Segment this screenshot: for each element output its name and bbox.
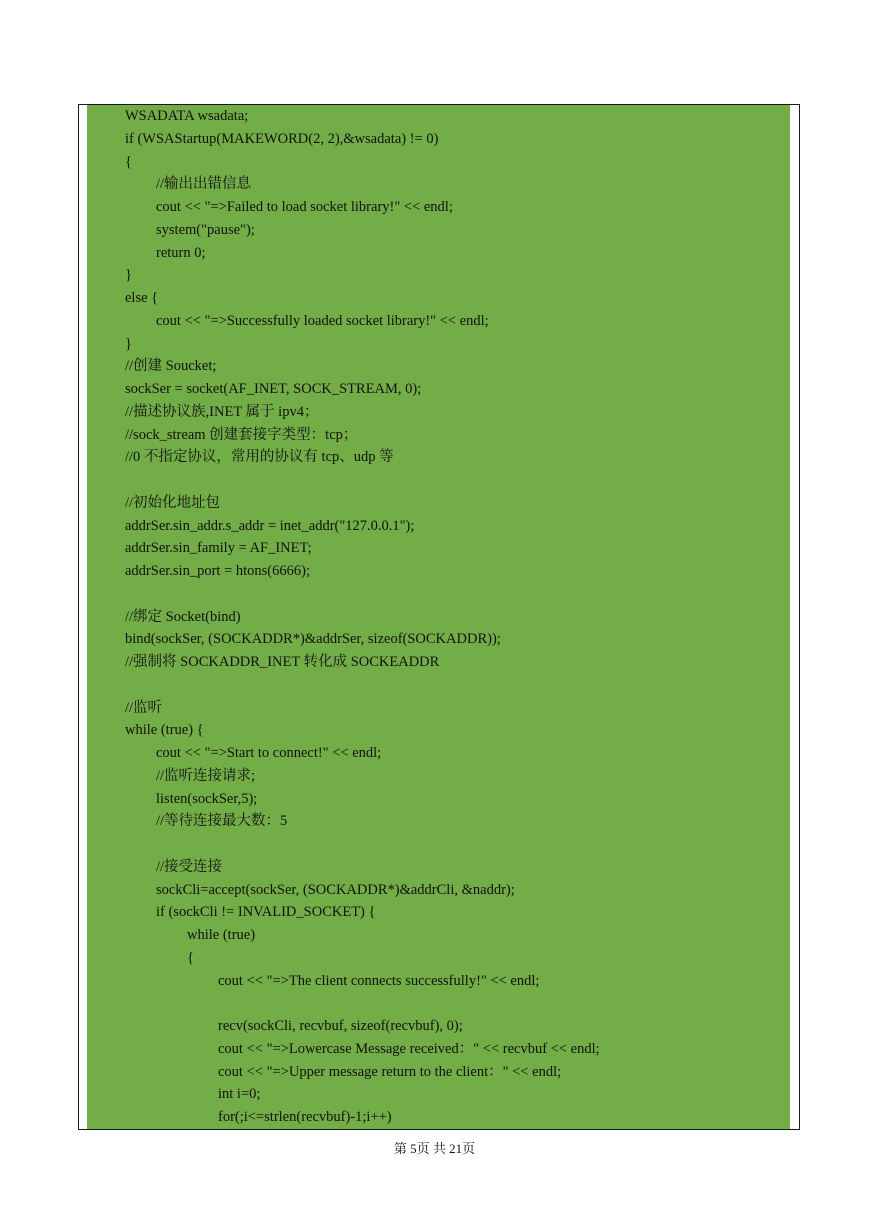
code-line-blank: [125, 992, 782, 1015]
code-line: //等待连接最大数：5: [156, 813, 288, 830]
code-line: addrSer.sin_addr.s_addr = inet_addr("127.0.0.1");: [125, 517, 415, 534]
code-line: listen(sockSer,5);: [156, 790, 258, 807]
code-line: cout << "=>Lowercase Message received：" << recvbuf << endl;: [218, 1040, 600, 1057]
code-line: WSADATA wsadata;: [125, 108, 249, 124]
code-line: for(;i<=strlen(recvbuf)-1;i++): [218, 1109, 392, 1125]
code-line: system("pause");: [156, 221, 255, 238]
code-line-blank: [125, 583, 782, 606]
code-line: {: [187, 949, 194, 966]
code-line: else {: [125, 290, 159, 306]
code-line: //描述协议族,INET 属于 ipv4；: [125, 403, 319, 420]
code-line: //监听连接请求;: [156, 767, 256, 784]
code-line: cout << "=>Successfully loaded socket library!" << endl;: [156, 312, 489, 329]
code-line-blank: [125, 674, 782, 697]
code-line: addrSer.sin_family = AF_INET;: [125, 540, 312, 557]
code-line: //0 不指定协议，常用的协议有 tcp、udp 等: [125, 449, 394, 466]
code-line-blank: [125, 469, 782, 492]
code-line: sockSer = socket(AF_INET, SOCK_STREAM, 0);: [125, 381, 422, 397]
code-line: cout << "=>Failed to load socket library!" << endl;: [156, 199, 453, 215]
code-line: //强制将 SOCKADDR_INET 转化成 SOCKEADDR: [125, 654, 440, 670]
code-line: return 0;: [156, 244, 206, 261]
code-line: //初始化地址包: [125, 494, 221, 511]
code-line: {: [125, 153, 132, 170]
code-line: int i=0;: [218, 1086, 261, 1103]
code-line-blank: [125, 833, 782, 856]
code-line: }: [125, 335, 132, 352]
code-line: //创建 Soucket;: [125, 358, 217, 375]
code-line: if (WSAStartup(MAKEWORD(2, 2),&wsadata) != 0): [125, 130, 439, 147]
code-line: //监听: [125, 699, 163, 716]
page-frame: [78, 104, 800, 1130]
code-line: //sock_stream 创建套接字类型：tcp；: [125, 426, 358, 443]
code-line: addrSer.sin_port = htons(6666);: [125, 563, 310, 579]
code-line: if (sockCli != INVALID_SOCKET) {: [156, 904, 376, 921]
code-line: }: [125, 267, 132, 284]
code-line: cout << "=>The client connects successfully!" << endl;: [218, 972, 540, 989]
code-lines: [125, 105, 782, 1129]
code-line: while (true) {: [125, 722, 204, 739]
code-line: //接受连接: [156, 858, 223, 875]
page-footer: 第 5页 共 21页: [393, 1141, 476, 1156]
code-panel: [87, 105, 790, 1129]
code-line: //输出出错信息: [156, 176, 252, 193]
code-line: cout << "=>Start to connect!" << endl;: [156, 745, 382, 761]
code-line: recv(sockCli, recvbuf, sizeof(recvbuf), 0);: [218, 1018, 463, 1034]
code-line: //绑定 Socket(bind): [125, 608, 241, 625]
code-line: while (true): [187, 927, 256, 943]
code-line: cout << "=>Upper message return to the client：" << endl;: [218, 1063, 562, 1080]
code-line: sockCli=accept(sockSer, (SOCKADDR*)&addrCli, &naddr);: [156, 881, 515, 898]
code-line: bind(sockSer, (SOCKADDR*)&addrSer, sizeof(SOCKADDR));: [125, 631, 501, 648]
